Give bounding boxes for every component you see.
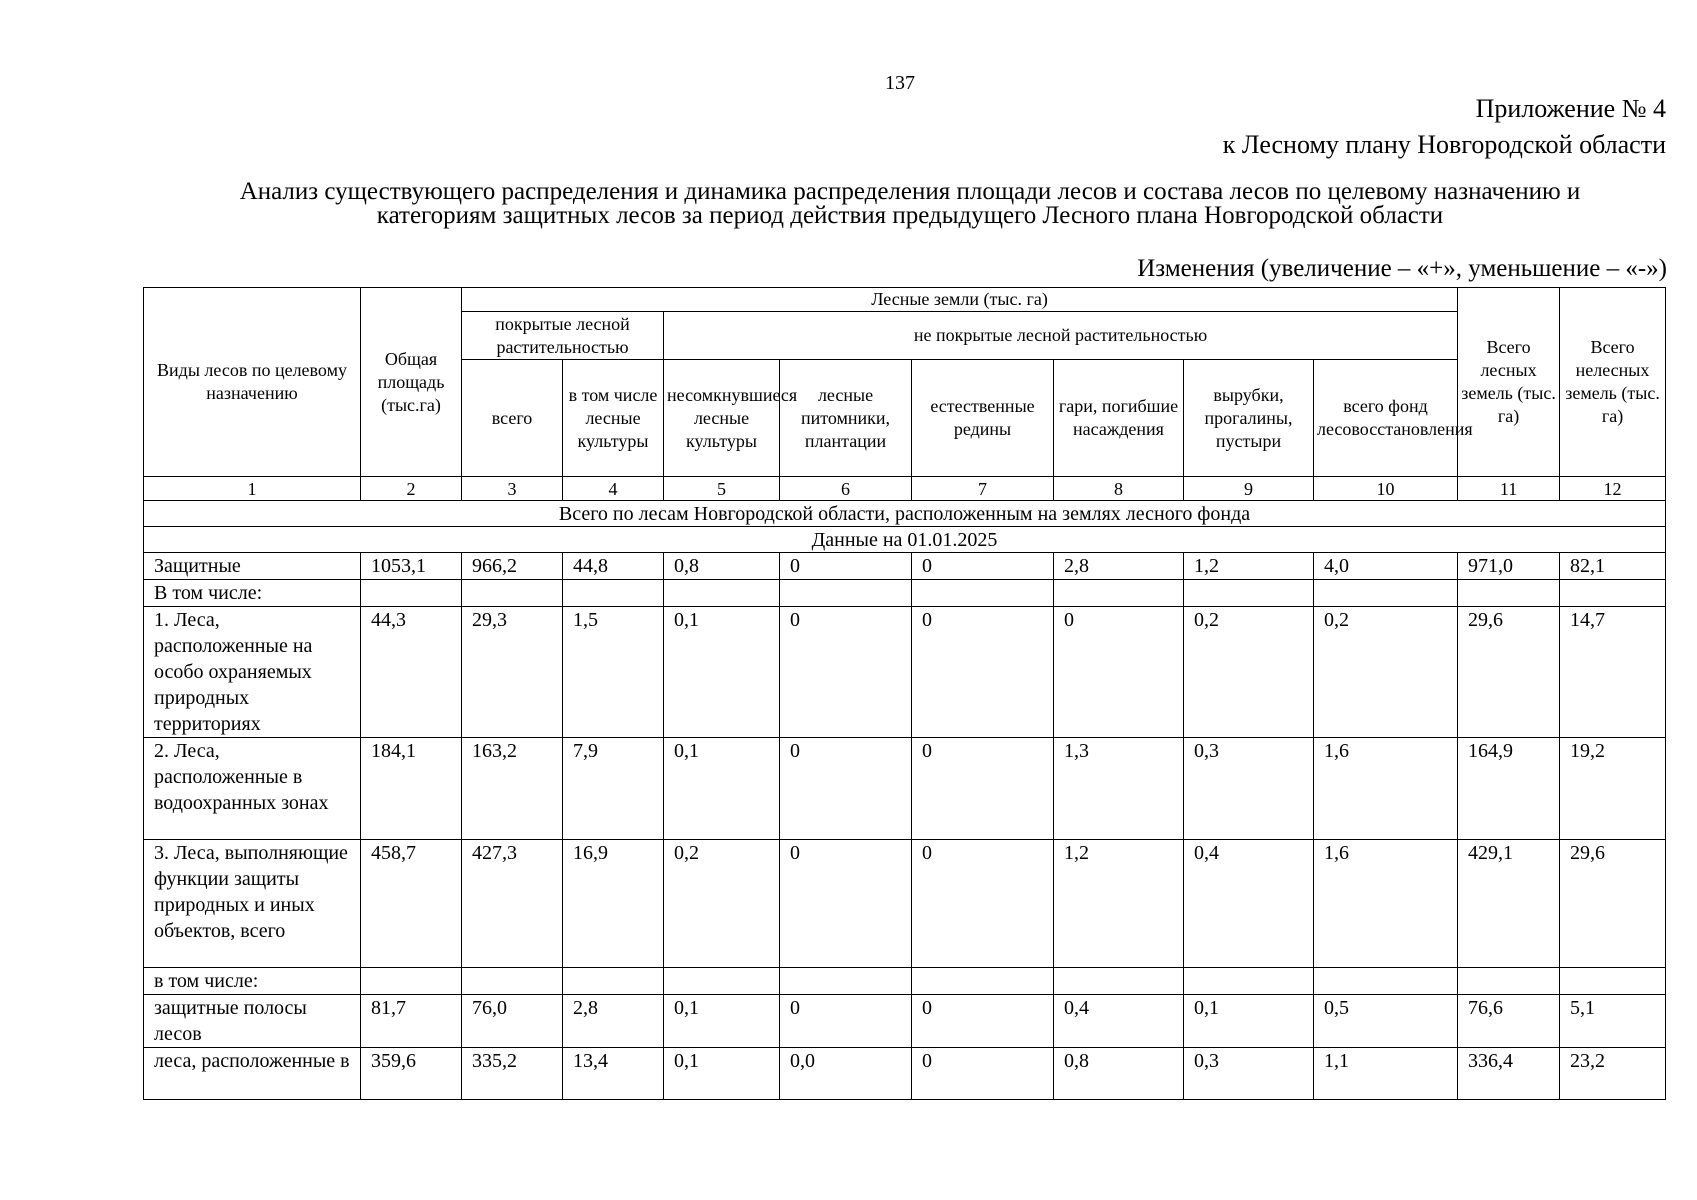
table-cell: 1,2 [1184, 553, 1314, 580]
table-cell: 44,3 [361, 607, 462, 738]
table-cell: 0,1 [664, 995, 780, 1048]
appendix-subtitle: к Лесному плану Новгородской области [1222, 130, 1666, 159]
table-cell [563, 968, 664, 995]
header-covered: покрытые лесной растительностью [462, 312, 664, 360]
table-cell [1314, 580, 1458, 607]
table-cell [361, 580, 462, 607]
table-cell: 0,3 [1184, 1048, 1314, 1100]
table-cell [1458, 968, 1560, 995]
header-burnt-areas: гари, погибшие насаждения [1054, 360, 1184, 477]
table-cell: 164,9 [1458, 738, 1560, 840]
header-total-area: Общая площадь (тыс.га) [361, 288, 462, 477]
column-number: 11 [1458, 477, 1560, 501]
table-cell: 0,8 [1054, 1048, 1184, 1100]
table-row [144, 995, 1666, 1048]
table-cell [1054, 968, 1184, 995]
table-cell: 163,2 [462, 738, 563, 840]
table-cell: 0,2 [1314, 607, 1458, 738]
header-covered-total: всего [462, 360, 563, 477]
table-cell: 0,8 [664, 553, 780, 580]
table-cell: 0,4 [1054, 995, 1184, 1048]
table-cell: 0,0 [780, 1048, 912, 1100]
table-cell: 29,6 [1458, 607, 1560, 738]
table-cell: 5,1 [1560, 995, 1666, 1048]
table-cell: 44,8 [563, 553, 664, 580]
table-cell [912, 580, 1054, 607]
row-label: 3. Леса, выполняющие функции защиты природных и иных объектов, всего [144, 840, 361, 968]
table-cell: 13,4 [563, 1048, 664, 1100]
subsection-title: Данные на 01.01.2025 [144, 527, 1666, 553]
table-cell: 0 [780, 840, 912, 968]
changes-note: Изменения (увеличение – «+», уменьшение – «-») [1137, 255, 1667, 282]
section-row [144, 501, 1666, 527]
header-unclosed-cultures: несомкнувшиеся лесные культуры [664, 360, 780, 477]
column-number: 8 [1054, 477, 1184, 501]
header-reforestation-fund: всего фонд лесовосстановления [1314, 360, 1458, 477]
table-cell: 23,2 [1560, 1048, 1666, 1100]
table-cell [1560, 968, 1666, 995]
table-cell: 335,2 [462, 1048, 563, 1100]
document-title: Анализ существующего распределения и динамика распределения площади лесов и состава лесов по целевому назначению и категориям защитных лесов за период действия предыдущего Лесного плана Новгородской области [239, 178, 1581, 229]
header-clearings: вырубки, прогалины, пустыри [1184, 360, 1314, 477]
table-cell: 359,6 [361, 1048, 462, 1100]
column-number: 2 [361, 477, 462, 501]
column-numbers-row [144, 477, 1666, 501]
table-cell: 1,5 [563, 607, 664, 738]
table-cell [1458, 580, 1560, 607]
table-cell: 1,6 [1314, 738, 1458, 840]
header-nurseries: лесные питомники, плантации [780, 360, 912, 477]
table-cell: 81,7 [361, 995, 462, 1048]
table-cell: 29,3 [462, 607, 563, 738]
table-cell [912, 968, 1054, 995]
table-cell: 184,1 [361, 738, 462, 840]
table-cell [664, 580, 780, 607]
table-cell: 0,4 [1184, 840, 1314, 968]
section-title: Всего по лесам Новгородской области, расположенным на землях лесного фонда [144, 501, 1666, 527]
table-cell: 0 [780, 995, 912, 1048]
table-cell: 0,1 [664, 738, 780, 840]
table-row [144, 580, 1666, 607]
header-total-forest-lands: Всего лесных земель (тыс. га) [1458, 288, 1560, 477]
column-number: 6 [780, 477, 912, 501]
table-cell: 1,1 [1314, 1048, 1458, 1100]
table-cell [361, 968, 462, 995]
table-cell [1184, 968, 1314, 995]
table-cell: 429,1 [1458, 840, 1560, 968]
table-row [144, 607, 1666, 738]
table-cell: 76,6 [1458, 995, 1560, 1048]
table-cell: 427,3 [462, 840, 563, 968]
table-cell [1054, 580, 1184, 607]
table-cell: 0,1 [664, 607, 780, 738]
table-cell: 1,6 [1314, 840, 1458, 968]
row-label: защитные полосы лесов [144, 995, 361, 1048]
table-cell: 336,4 [1458, 1048, 1560, 1100]
table-cell [1560, 580, 1666, 607]
table-cell: 0 [912, 1048, 1054, 1100]
table-cell: 0 [912, 553, 1054, 580]
header-natural-sparse: естественные редины [912, 360, 1054, 477]
column-number: 9 [1184, 477, 1314, 501]
table-cell [1184, 580, 1314, 607]
column-number: 12 [1560, 477, 1666, 501]
forest-distribution-table [143, 287, 1666, 1100]
column-number: 7 [912, 477, 1054, 501]
table-cell: 966,2 [462, 553, 563, 580]
table-cell: 29,6 [1560, 840, 1666, 968]
table-cell [1314, 968, 1458, 995]
table-cell: 0 [912, 995, 1054, 1048]
header-forest-lands: Лесные земли (тыс. га) [462, 288, 1458, 312]
table-cell: 76,0 [462, 995, 563, 1048]
table-cell [664, 968, 780, 995]
table-cell: 0,5 [1314, 995, 1458, 1048]
row-label: В том числе: [144, 580, 361, 607]
table-cell [462, 580, 563, 607]
table-cell: 2,8 [1054, 553, 1184, 580]
table-cell: 0,3 [1184, 738, 1314, 840]
table-cell: 0 [780, 738, 912, 840]
header-forest-types: Виды лесов по целевому назначению [144, 288, 361, 477]
appendix-title: Приложение № 4 [1475, 94, 1666, 123]
table-cell: 0 [780, 607, 912, 738]
row-label: Защитные [144, 553, 361, 580]
header-total-nonforest-lands: Всего нелесных земель (тыс. га) [1560, 288, 1666, 477]
table-cell: 19,2 [1560, 738, 1666, 840]
table-cell: 0,2 [1184, 607, 1314, 738]
table-cell [563, 580, 664, 607]
table-row [144, 1048, 1666, 1100]
table-cell: 1,2 [1054, 840, 1184, 968]
table-cell: 82,1 [1560, 553, 1666, 580]
table-cell: 971,0 [1458, 553, 1560, 580]
column-number: 10 [1314, 477, 1458, 501]
table-row [144, 738, 1666, 840]
table-row [144, 968, 1666, 995]
header-forest-cultures: в том числе лесные культуры [563, 360, 664, 477]
column-number: 1 [144, 477, 361, 501]
table-cell: 7,9 [563, 738, 664, 840]
table-cell: 0,1 [664, 1048, 780, 1100]
table-cell [462, 968, 563, 995]
table-row [144, 840, 1666, 968]
table-cell [780, 580, 912, 607]
table-cell [780, 968, 912, 995]
table-row [144, 553, 1666, 580]
page-number: 137 [885, 72, 915, 94]
table-cell: 0 [912, 840, 1054, 968]
row-label: леса, расположенные в [144, 1048, 361, 1100]
table-cell: 0 [912, 607, 1054, 738]
table-cell: 16,9 [563, 840, 664, 968]
table-cell: 0 [912, 738, 1054, 840]
column-number: 3 [462, 477, 563, 501]
row-label: 1. Леса, расположенные на особо охраняемых природных территориях [144, 607, 361, 738]
table-cell: 458,7 [361, 840, 462, 968]
table-cell: 4,0 [1314, 553, 1458, 580]
header-not-covered: не покрытые лесной растительностью [664, 312, 1458, 360]
table-cell: 2,8 [563, 995, 664, 1048]
table-cell: 1,3 [1054, 738, 1184, 840]
column-number: 4 [563, 477, 664, 501]
row-label: 2. Леса, расположенные в водоохранных зонах [144, 738, 361, 840]
column-number: 5 [664, 477, 780, 501]
row-label: в том числе: [144, 968, 361, 995]
table-cell: 0,1 [1184, 995, 1314, 1048]
table-cell: 14,7 [1560, 607, 1666, 738]
table-cell: 0,2 [664, 840, 780, 968]
table-cell: 0 [780, 553, 912, 580]
table-cell: 0 [1054, 607, 1184, 738]
table-cell: 1053,1 [361, 553, 462, 580]
subsection-row [144, 527, 1666, 553]
